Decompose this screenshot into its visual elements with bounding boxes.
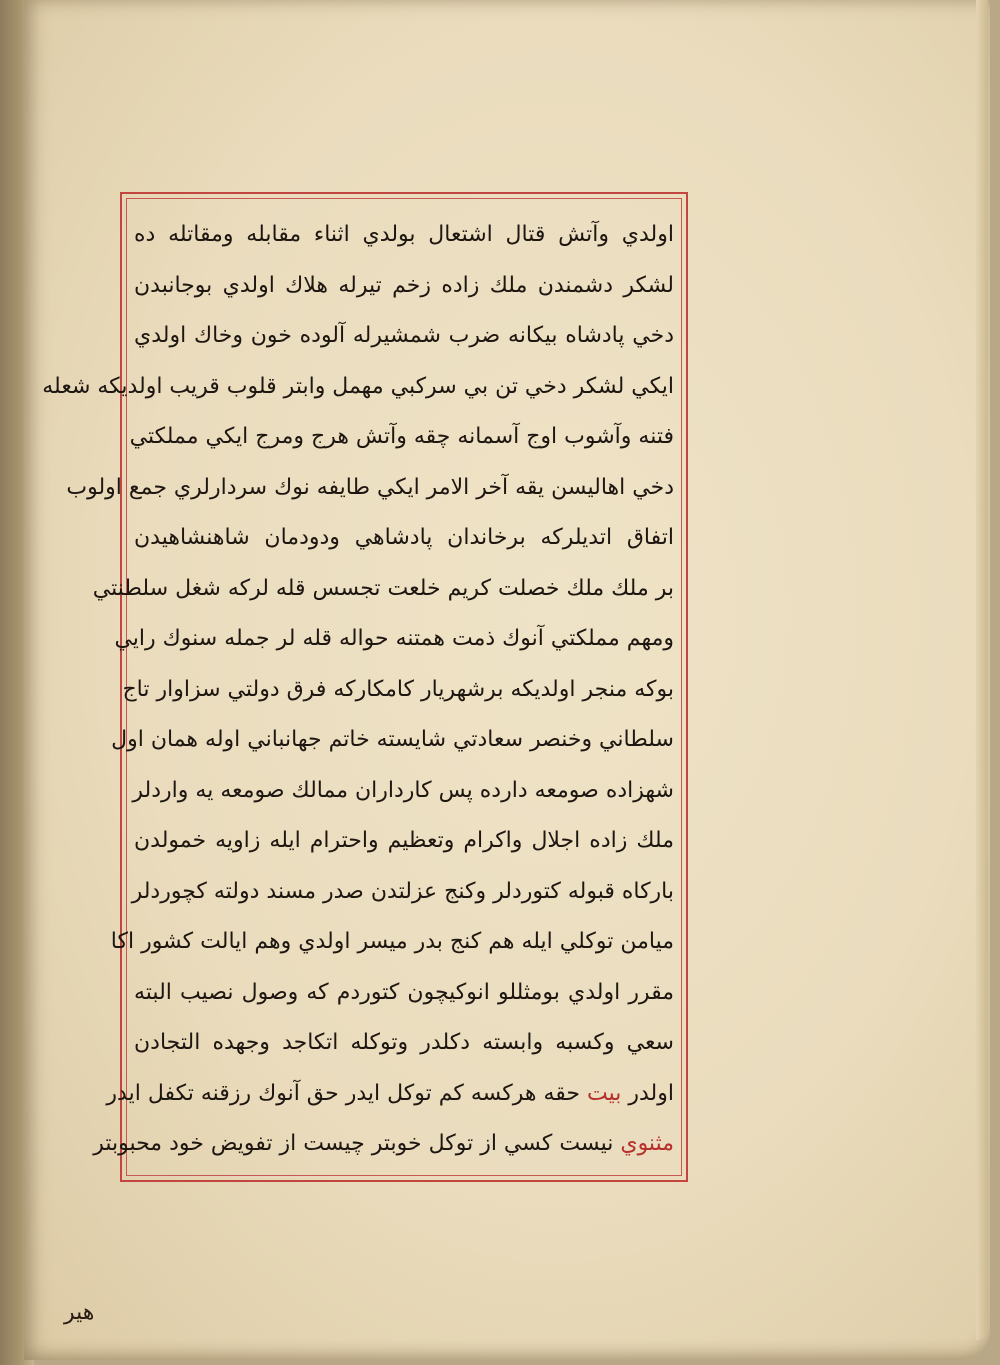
text-line-11: سلطاني وخنصر سعادتي شايسته خاتم جهانباني اوله همان اول (111, 727, 674, 752)
text-line-18: اولدر بيت حقه هركسه كم توكل ايدر حق آنوك رزقنه تكفل ايدر (106, 1080, 674, 1106)
text-line-10: بوكه منجر اولديكه برشهريار كامكاركه فرق دولتي سزاوار تاج (122, 676, 674, 702)
text-line-2: لشكر دشمندن ملك زاده زخم تيرله هلاك اولدي بوجانبدن (134, 272, 674, 298)
text-line-12: شهزاده صومعه دارده پس كارداران ممالك صومعه يه واردلر (132, 777, 674, 803)
rubric-word: بيت (587, 1080, 622, 1106)
text-line-14: باركاه قبوله كتوردلر وكنج عزلتدن صدر مسند دولته كچوردلر (131, 878, 674, 904)
text-line-19: مثنوي نيست كسي از توكل خوبتر چيست از تفويض خود محبوبتر (93, 1131, 674, 1156)
text-line-1: اولدي وآتش قتال اشتعال بولدي اثناء مقابله ومقاتله ده (134, 222, 674, 247)
text-line-7: اتفاق اتديلركه برخاندان پادشاهي ودودمان شاهنشاهيدن (134, 525, 674, 550)
folio-mark: هير (64, 1300, 95, 1325)
text-line-8: بر ملك ملك خصلت كريم خلعت تجسس قله لركه شغل سلطنتي (92, 575, 674, 601)
text-line-6: دخي اهاليسن يقه آخر الامر ايكي طايفه نوك سردارلري جمع اولوب (66, 474, 674, 500)
text-line-15: ميامن توكلي ايله هم كنج بدر ميسر اولدي وهم ايالت كشور اكا (110, 929, 674, 954)
text-line-13: ملك زاده اجلال واكرام وتعظيم واحترام ايله زاويه خمولدن (134, 828, 674, 853)
text-line-9: ومهم مملكتي آنوك ذمت همتنه حواله قله لر جمله سنوك رايي (114, 626, 674, 651)
text-line-3: دخي پادشاه بيكانه ضرب شمشيرله آلوده خون وخاك اولدي (134, 323, 674, 348)
rubric-word: مثنوي (620, 1131, 674, 1156)
text-line-16: مقرر اولدي بومثللو انوكيچون كتوردم كه وصول نصيب البته (134, 979, 674, 1005)
text-line-5: فتنه وآشوب اوج آسمانه چقه وآتش هرج ومرج ايكي مملكتي (129, 424, 674, 449)
text-line-4: ايكي لشكر دخي تن بي سركبي مهمل وابتر قلوب قريب اولديكه شعله (42, 373, 674, 399)
page-edge (976, 0, 988, 1340)
text-line-17: سعي وكسبه وابسته دكلدر وتوكله اتكاجد وجهده التجادن (134, 1030, 674, 1055)
text-block (42, 210, 674, 1170)
